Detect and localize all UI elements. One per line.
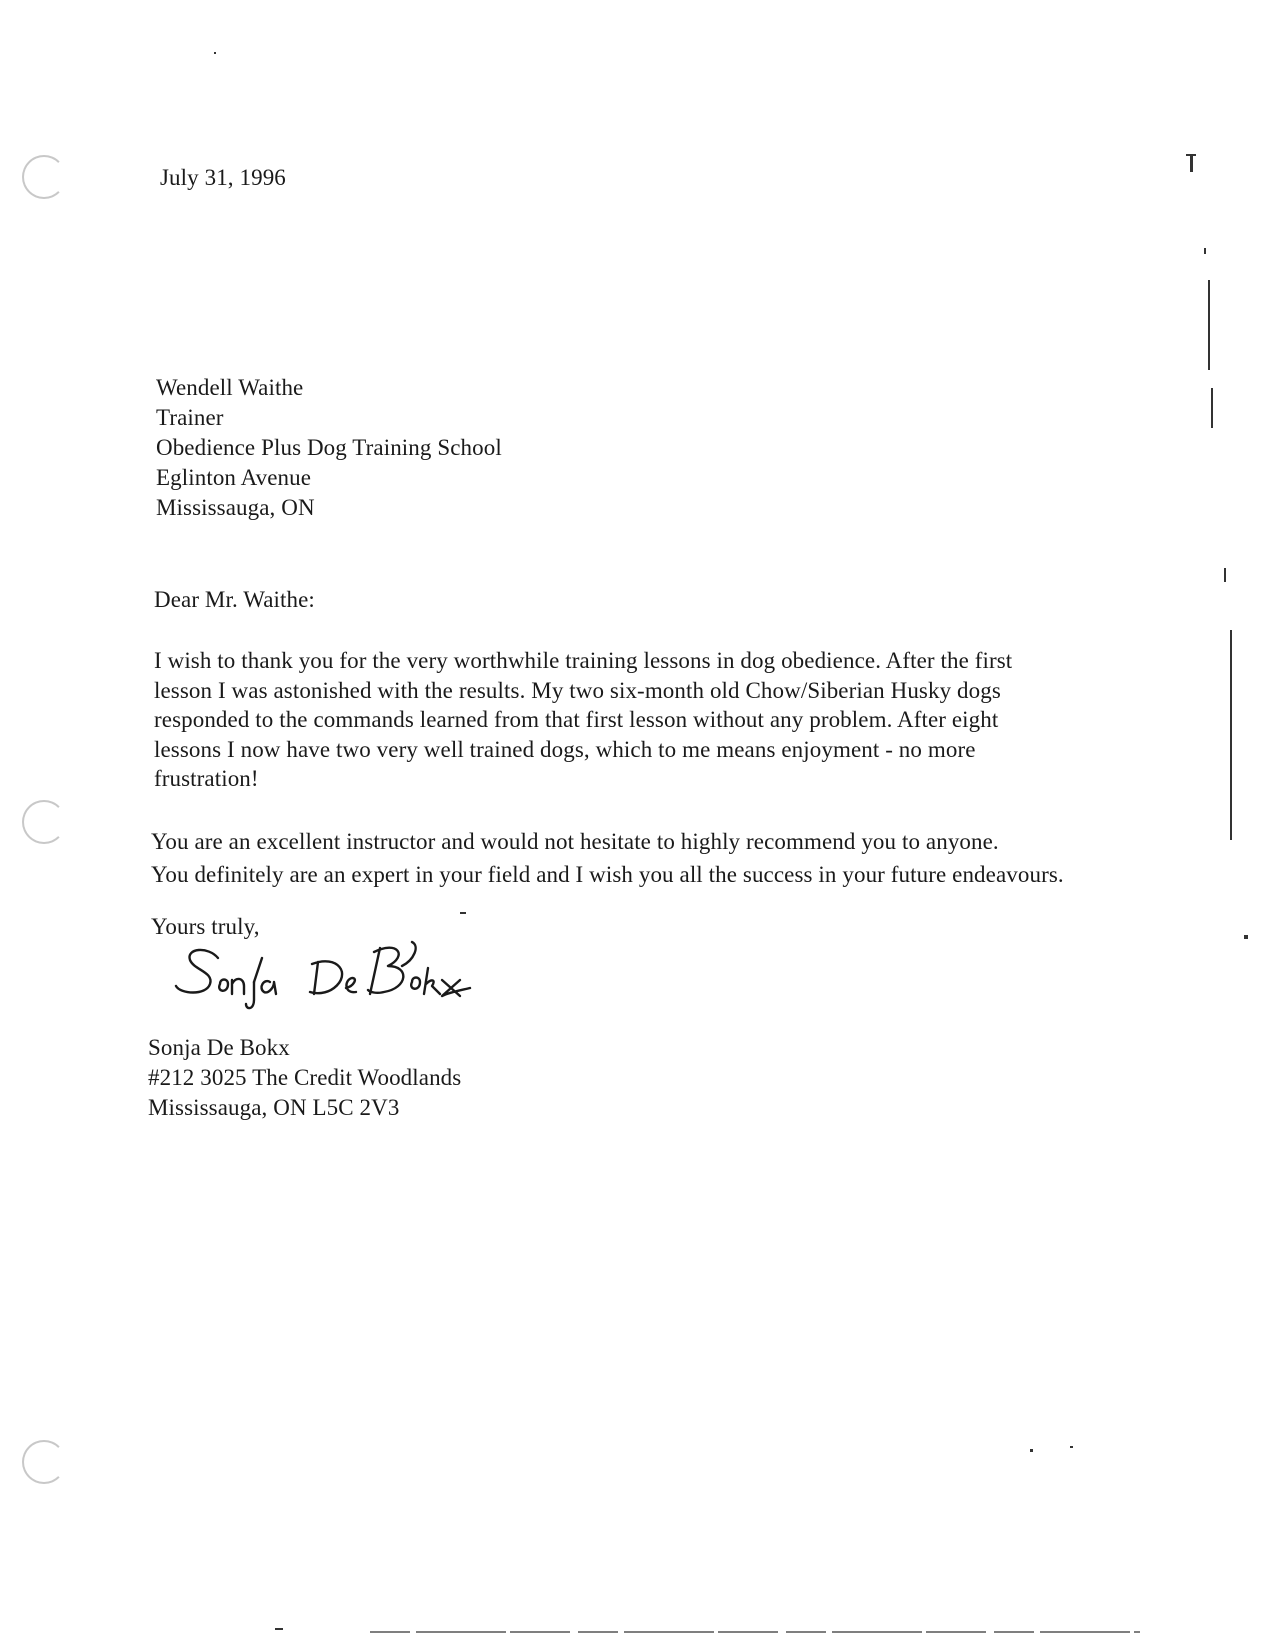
- paragraph-line: You are an excellent instructor and would not hesitate to highly recommend you to anyone.: [151, 829, 999, 854]
- paragraph-line: frustration!: [154, 766, 259, 791]
- paragraph-line: lesson I was astonished with the results. My two six-month old Chow/Siberian Husky dogs: [154, 677, 1001, 703]
- salutation: Dear Mr. Waithe:: [154, 587, 315, 612]
- recipient-street: Eglinton Avenue: [156, 465, 312, 490]
- sender-address-line-2: Mississauga, ON L5C 2V3: [148, 1095, 400, 1120]
- letter-date: July 31, 1996: [160, 165, 286, 190]
- body-paragraph-1: [154, 646, 1012, 794]
- recipient-city: Mississauga, ON: [156, 495, 315, 520]
- paragraph-line: lessons I now have two very well trained dogs, which to me means enjoyment - no more: [154, 736, 976, 762]
- sender-address-line-1: #212 3025 The Credit Woodlands: [148, 1065, 462, 1090]
- punch-hole-top: [22, 155, 66, 199]
- recipient-name: Wendell Waithe: [156, 375, 304, 400]
- paragraph-line: I wish to thank you for the very worthwhile training lessons in dog obedience. After the first: [154, 648, 1013, 673]
- paragraph-line: responded to the commands learned from that first lesson without any problem. After eight: [154, 707, 999, 732]
- body-paragraph-2: [151, 825, 1064, 891]
- handwritten-signature: [170, 938, 490, 1018]
- paragraph-line: You definitely are an expert in your field and I wish you all the success in your future endeavours.: [151, 862, 1064, 887]
- sender-name: Sonja De Bokx: [148, 1035, 290, 1060]
- recipient-address-block: [156, 373, 502, 523]
- sender-address-block: [148, 1033, 461, 1123]
- recipient-organization: Obedience Plus Dog Training School: [156, 435, 502, 460]
- punch-hole-bottom: [22, 1440, 66, 1484]
- closing: Yours truly,: [151, 914, 260, 939]
- punch-hole-middle: [22, 800, 66, 844]
- recipient-title: Trainer: [156, 405, 224, 430]
